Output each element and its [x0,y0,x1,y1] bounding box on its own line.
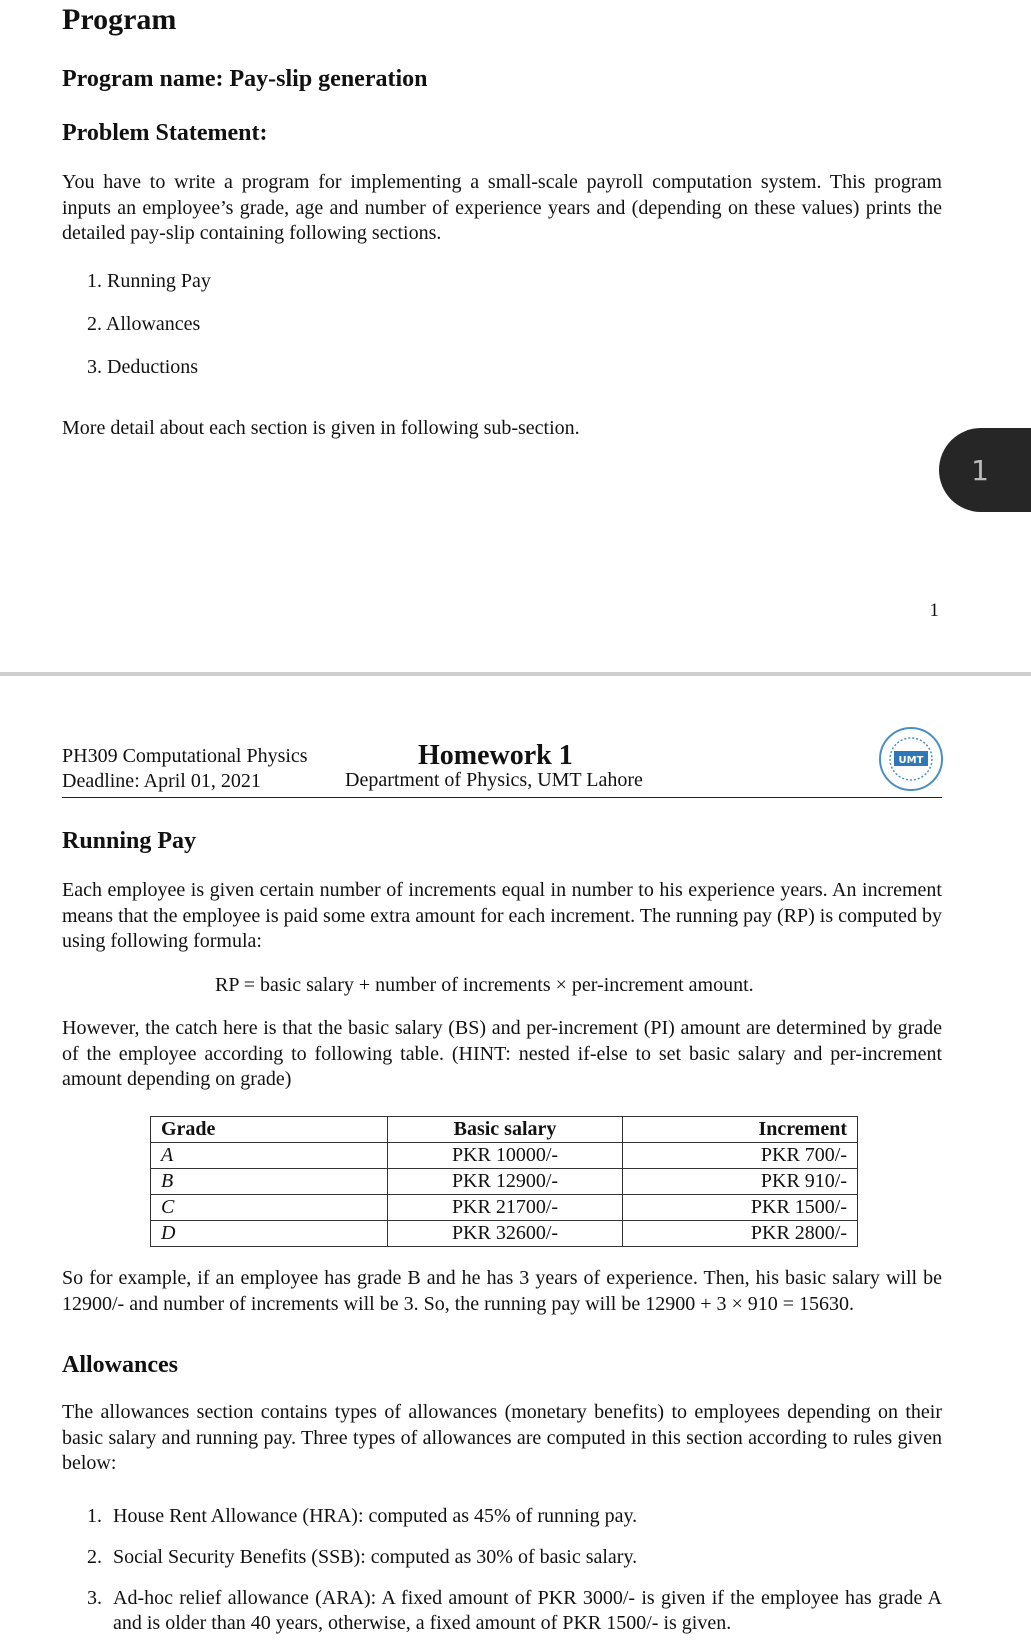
page-2 [0,676,1031,1648]
salary-cell: PKR 21700/- [388,1195,623,1221]
allowances-text: The allowances section contains types of allowances (monetary benefits) to employees depending on their basic salary and running pay. Three types of allowances are computed in this section according to rules given below: [62,1401,942,1474]
table-row [151,1169,858,1195]
more-detail-text: More detail about each section is given in following sub-section. [62,417,580,439]
grade-cell: B [151,1169,388,1195]
example-text: So for example, if an employee has grade B and he has 3 years of experience. Then, his basic salary will be 12900/- and number of increments will be 3. So, the running pay will be 12900 + 3 × 910 = 15630. [62,1267,942,1315]
allowances-list [87,1504,942,1652]
svg-text:UMT: UMT [898,755,924,766]
header-left [62,744,308,794]
grade-cell: D [151,1221,388,1247]
page-number: 1 [929,600,939,621]
program-name: Program name: Pay-slip generation [62,66,428,92]
table-row [151,1143,858,1169]
umt-logo [878,726,944,792]
list-item: 1. Running Pay [87,270,211,292]
salary-cell: PKR 32600/- [388,1221,623,1247]
allowances-heading: Allowances [62,1352,178,1378]
problem-heading: Problem Statement: [62,120,268,146]
list-item: 2. Allowances [87,313,201,335]
however-text: However, the catch here is that the basic salary (BS) and per-increment (PI) amount are determined by grade of the employee according to following table. (HINT: nested if-else to set basic salary and per-increment amount depending on grade) [62,1017,942,1090]
header-grade: Grade [151,1117,388,1143]
list-item: 2. Social Security Benefits (SSB): computed as 30% of basic salary. [87,1546,638,1568]
page-heading: Program [62,3,177,36]
page-indicator-badge[interactable]: 1 [939,428,1031,512]
problem-text: You have to write a program for implementing a small-scale payroll computation system. This program inputs an employee’s grade, age and number of experience years and (depending on these values) prints the detailed pay-slip containing following sections. [62,171,942,244]
header-rule [62,797,942,798]
increment-cell: PKR 910/- [623,1169,858,1195]
increment-cell: PKR 700/- [623,1143,858,1169]
table-row [151,1221,858,1247]
sections-list [87,270,211,399]
homework-title: Homework 1 [418,740,573,771]
increment-cell: PKR 1500/- [623,1195,858,1221]
grade-cell: C [151,1195,388,1221]
header-increment: Increment [623,1117,858,1143]
list-item: 3. Ad-hoc relief allowance (ARA): A fixed amount of PKR 3000/- is given if the employee has grade A and is older than 40 years, otherwise, a fixed amount of PKR 1500/- is given. [87,1587,942,1634]
formula: RP = basic salary + number of increments × per-increment amount. [215,974,754,996]
salary-cell: PKR 12900/- [388,1169,623,1195]
salary-cell: PKR 10000/- [388,1143,623,1169]
table-header-row [151,1117,858,1143]
running-pay-heading: Running Pay [62,828,197,854]
deadline: Deadline: April 01, 2021 [62,770,261,792]
course-name: PH309 Computational Physics [62,745,308,767]
list-item: 3. Deductions [87,356,199,378]
department: Department of Physics, UMT Lahore [345,769,643,791]
grade-cell: A [151,1143,388,1169]
page-1 [0,0,1031,672]
increment-cell: PKR 2800/- [623,1221,858,1247]
grade-table [150,1116,858,1247]
header-basic-salary: Basic salary [388,1117,623,1143]
running-pay-text: Each employee is given certain number of increments equal in number to his experience years. An increment means that the employee is paid some extra amount for each increment. The running pay (RP) is computed by using following formula: [62,879,942,952]
list-item: 1. House Rent Allowance (HRA): computed as 45% of running pay. [87,1505,638,1527]
table-row [151,1195,858,1221]
